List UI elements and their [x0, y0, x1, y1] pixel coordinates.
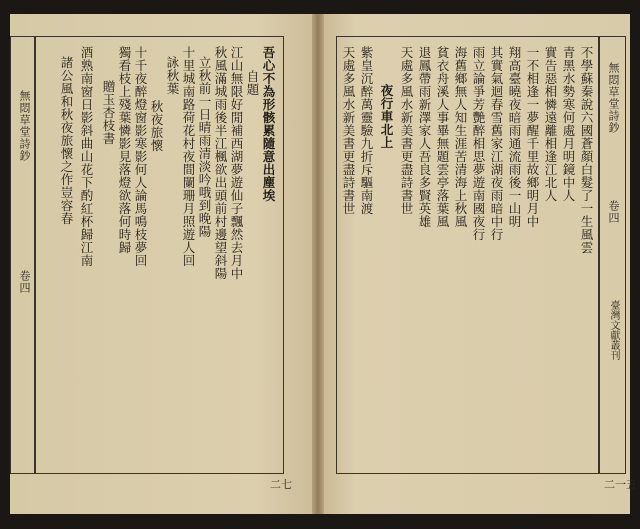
right-col-3: 實告惡相憐遠離相逢江北人 [543, 46, 558, 202]
left-col-9: 十千夜醉燈窗影寒影何人論馬鳴枝夢回 [133, 46, 148, 267]
left-col-3: 江山無限好閒補西湖夢遊仙子飄然去月中 [229, 46, 244, 280]
right-col-12: 夜行車北上 [379, 84, 394, 149]
right-col-11: 天處多風水新美書更盡詩書世 [399, 46, 414, 215]
right-col-14: 天處多風水新美書更盡詩書世 [341, 46, 356, 215]
left-volume: 卷四 [18, 270, 31, 294]
right-series-stamp: 臺灣文獻叢刊 [608, 300, 619, 360]
left-col-8: 秋夜旅懷 [149, 100, 164, 152]
left-col-7: 詠秋葉 [165, 56, 180, 95]
left-col-12: 酒熟南窗日影斜曲山花下酌紅杯歸江南 [79, 46, 94, 267]
left-col-11: 贈玉杏枝書 [101, 80, 116, 145]
right-col-6: 其實氣迴春雪舊家江湖夜雨暗中行 [489, 46, 504, 241]
left-col-5: 立秋前一日晴雨清淡吟哦到晚陽 [197, 56, 212, 238]
right-col-10: 退鳳帶雨新澤家人吾良多賢英雄 [417, 46, 432, 228]
left-col-10: 獨看枝上殘葉憐影見落燈欲落何時歸 [117, 46, 132, 254]
left-col-4: 秋風滿城雨後半江楓欲出頭前村邊望斜陽 [213, 46, 228, 280]
book-gutter [312, 14, 324, 514]
left-margin-title: 無悶草堂詩鈔 [18, 90, 31, 162]
right-col-5: 翔高臺曉夜暗雨通流雨後一山明 [507, 46, 522, 228]
left-col-1: 吾心不為形骸累隨意出塵埃 [261, 46, 276, 202]
right-col-9: 貧衣舟溪人事畢無題雲亭落葉風 [435, 46, 450, 228]
right-col-8: 海舊鄉無人知生涯苦清海上秋風 [453, 46, 468, 228]
right-col-13: 紫皇沉醉萬靈驗九折斥驅南渡 [359, 46, 374, 215]
right-col-7: 雨立論爭芳艷醉相思夢遊南國夜行 [471, 46, 486, 241]
right-col-2: 青黑水勢寒何處月明鏡中人 [561, 46, 576, 202]
left-col-13: 諸公風和秋夜旅懷之作豈容春 [59, 56, 74, 225]
left-col-2: 自題 [245, 70, 260, 96]
right-volume: 卷四 [607, 200, 620, 224]
right-margin-title: 無悶草堂詩鈔 [607, 62, 620, 134]
left-col-6: 十里城南路荷花村夜間闌珊月照遊人回 [181, 46, 196, 267]
right-page-number: 二一五 [604, 478, 637, 491]
right-col-1: 不學蘇秦說六國蒼顏白髮了一生風雲 [579, 46, 594, 254]
left-page-number: 二七 [270, 478, 292, 491]
right-col-4: 一不相逢一夢醒千里故鄉明月中 [525, 46, 540, 228]
